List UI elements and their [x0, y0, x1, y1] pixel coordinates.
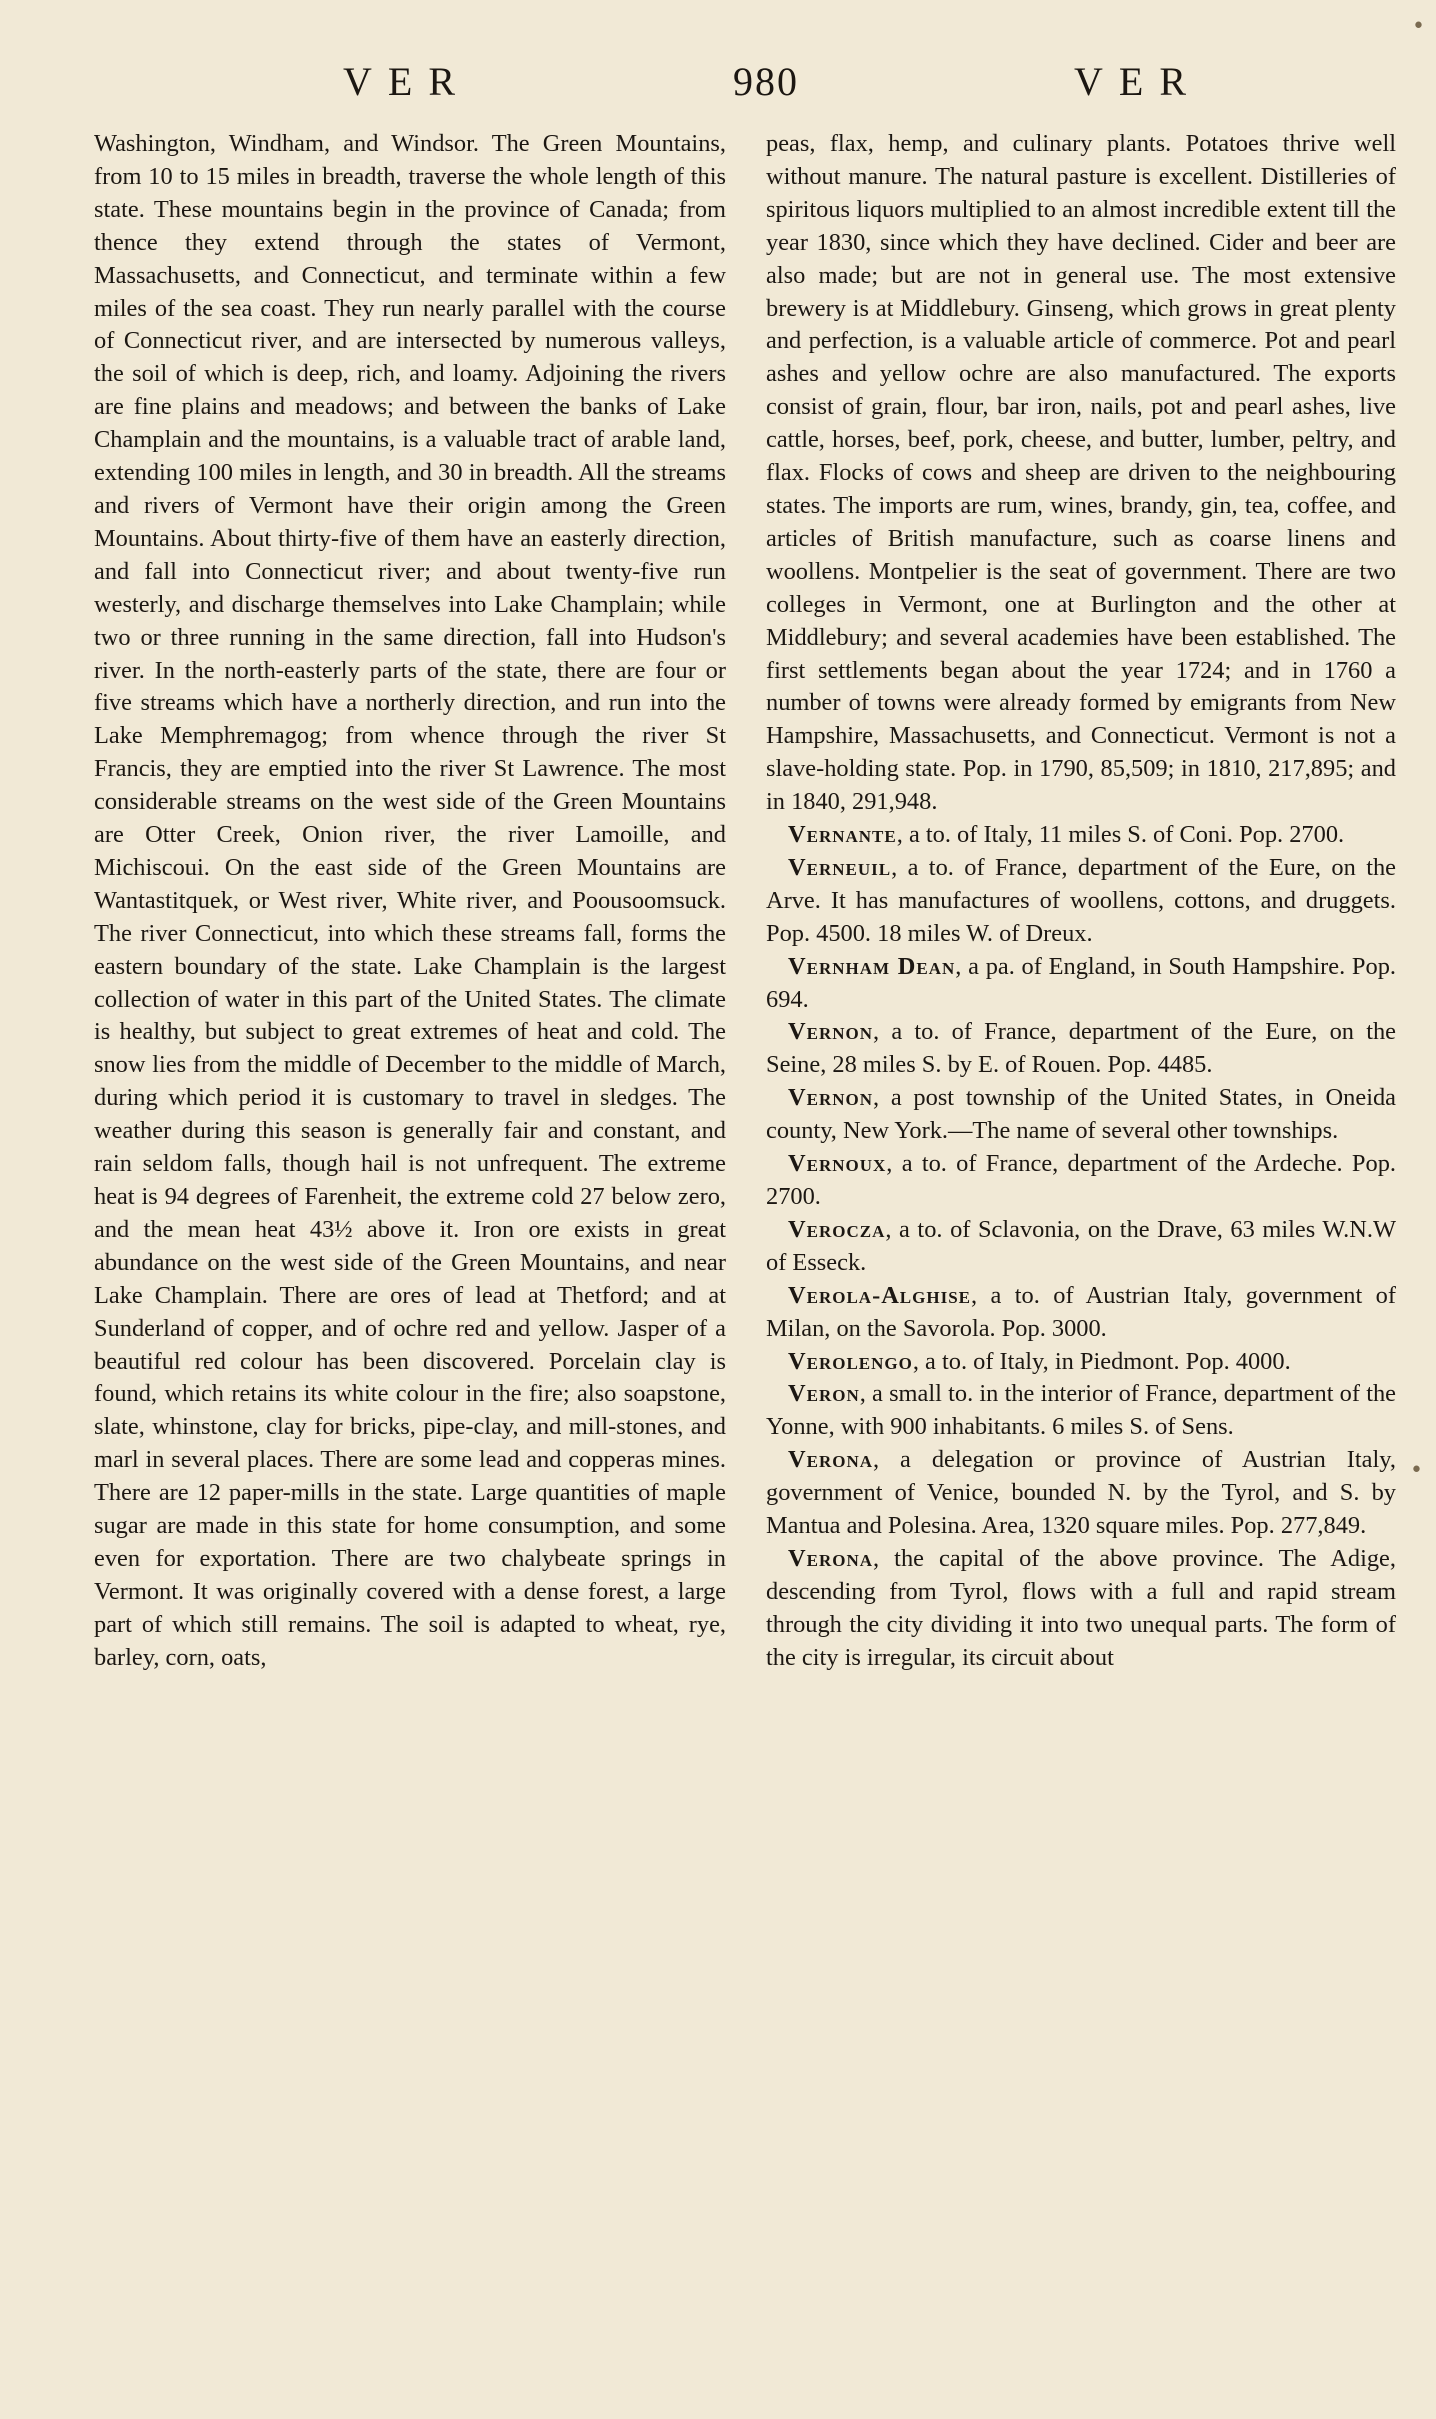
- running-header: [0, 58, 1436, 118]
- entry-headword: Veron: [788, 1380, 860, 1408]
- entry-headword: Verneuil: [788, 853, 892, 881]
- entry-text: , a post township of the United States, in Oneida county, New York.—The name of several other townships.: [766, 1084, 1396, 1145]
- vermont-entry-continued: Washington, Windham, and Windsor. The Green Mountains, from 10 to 15 miles in breadth, traverse the whole length of this state. These mountains begin in the province of Canada; from thence they extend through the states of Vermont, Massachusetts, and Connecticut, and terminate within a few miles of the sea coast. They run nearly parallel with the course of Connecticut river, and are intersected by numerous valleys, the soil of which is deep, rich, and loamy. Adjoining the rivers are fine plains and meadows; and between the banks of Lake Champlain and the mountains, is a valuable tract of arable land, extending 100 miles in length, and 30 in breadth. All the streams and rivers of Vermont have their origin among the Green Mountains. About thirty-five of them have an easterly direction, and fall into Connecticut river; and about twenty-five run westerly, and discharge themselves into Lake Champlain; while two or three running in the same direction, fall into Hudson's river. In the north-easterly parts of the state, there are four or five streams which have a northerly direction, and run into the Lake Memphremagog; from whence through the river St Francis, they are emptied into the river St Lawrence. The most considerable streams on the west side of the Green Mountains are Otter Creek, Onion river, the river Lamoille, and Michiscoui. On the east side of the Green Mountains are Wantastitquek, or West river, White river, and Poousoomsuck. The river Connecticut, into which these streams fall, forms the eastern boundary of the state. Lake Champlain is the largest collection of water in this part of the United States. The climate is healthy, but subject to great extremes of heat and cold. The snow lies from the middle of December to the middle of March, during which period it is customary to travel in sledges. The weather during this season is generally fair and constant, and rain seldom falls, though hail is not unfrequent. The extreme heat is 94 degrees of Farenheit, the extreme cold 27 below zero, and the mean heat 43½ above it. Iron ore exists in great abundance on the west side of the Green Mountains, and near Lake Champlain. There are ores of lead at Thetford; and at Sunderland of copper, and of ochre red and yellow. Jasper of a beautiful red colour has been discovered. Porcelain clay is found, which retains its white colour in the fire; also soapstone, slate, whinstone, clay for bricks, pipe-clay, and mill-stones, and marl in several places. There are some lead and copperas mines. There are 12 paper-mills in the state. Large quantities of maple sugar are made in this state for home consumption, and some even for exportation. There are two chalybeate springs in Vermont. It was originally covered with a dense forest, a large part of which still remains. The soil is adapted to wheat, rye, barley, corn, oats,: [94, 130, 726, 1671]
- gazetteer-entry: [766, 852, 1396, 951]
- gazetteer-entry: [766, 819, 1396, 852]
- entry-text: , a to. of Austrian Italy, government of Milan, on the Savorola. Pop. 3000.: [766, 1281, 1396, 1342]
- entry-headword: Verona: [788, 1446, 874, 1474]
- vermont-entry-continuation: peas, flax, hemp, and culinary plants. Potatoes thrive well without manure. The natural pasture is excellent. Distilleries of spiritous liquors multiplied to an almost incredible extent till the year 1830, since which they have declined. Cider and beer are also made; but are not in general use. The most extensive brewery is at Middlebury. Ginseng, which grows in great plenty and perfection, is a valuable article of commerce. Pot and pearl ashes and yellow ochre are also manufactured. The exports consist of grain, flour, bar iron, nails, pot and pearl ashes, live cattle, horses, beef, pork, cheese, and butter, lumber, peltry, and flax. Flocks of cows and sheep are driven to the neighbouring states. The imports are rum, wines, brandy, gin, tea, coffee, and articles of British manufacture, such as coarse linens and woollens. Montpelier is the seat of government. There are two colleges in Vermont, one at Burlington and the other at Middlebury; and several academies have been established. The first settlements began about the year 1724; and in 1760 a number of towns were already formed by emigrants from New Hampshire, Massachusetts, and Connecticut. Vermont is not a slave-holding state. Pop. in 1790, 85,509; in 1810, 217,895; and in 1840, 291,948.: [766, 130, 1396, 816]
- entry-text: , a to. of France, department of the Eure, on the Seine, 28 miles S. by E. of Rouen. Pop. 4485.: [766, 1018, 1396, 1079]
- right-column: [766, 128, 1396, 1675]
- gazetteer-entry: [766, 1148, 1396, 1214]
- entry-text: , a pa. of England, in South Hampshire. Pop. 694.: [766, 952, 1396, 1013]
- entry-headword: Verocza: [788, 1215, 886, 1243]
- gazetteer-entry: [766, 1280, 1396, 1346]
- entry-text: , a to. of Sclavonia, on the Drave, 63 miles W.N.W of Esseck.: [766, 1215, 1396, 1276]
- entry-text: , a to. of France, department of the Eure, on the Arve. It has manufactures of woollens, cottons, and druggets. Pop. 4500. 18 miles W. of Dreux.: [766, 853, 1396, 947]
- entry-text: , a small to. in the interior of France, department of the Yonne, with 900 inhabitants. 6 miles S. of Sens.: [766, 1380, 1396, 1441]
- gazetteer-entry: [766, 951, 1396, 1017]
- print-speck: •: [1412, 14, 1425, 39]
- gazetteer-entry: [766, 1214, 1396, 1280]
- entry-headword: Vernoux: [788, 1150, 887, 1178]
- entry-headword: Vernante: [788, 821, 897, 849]
- entry-headword: Vernon: [788, 1084, 874, 1112]
- header-left-catchword: VER: [343, 59, 471, 104]
- entry-text: , the capital of the above province. The Adige, descending from Tyrol, flows with a full and rapid stream through the city dividing it into two unequal parts. The form of the city is irregular, its circuit about: [766, 1544, 1396, 1671]
- entry-headword: Verona: [788, 1544, 874, 1572]
- gazetteer-entry: [766, 1082, 1396, 1148]
- entry-headword: Vernham Dean: [788, 952, 956, 980]
- gazetteer-entry: [766, 1016, 1396, 1082]
- gazetteer-entry: [766, 1378, 1396, 1444]
- entry-headword: Verolengo: [788, 1347, 913, 1375]
- entry-headword: Verola-Alghise: [788, 1281, 971, 1309]
- header-right-catchword: VER: [1074, 59, 1202, 104]
- entry-text: , a to. of Italy, in Piedmont. Pop. 4000.: [912, 1347, 1291, 1375]
- gazetteer-entry: [766, 1543, 1396, 1675]
- gazetteer-entry: [766, 1444, 1396, 1543]
- print-speck: •: [1410, 1458, 1423, 1483]
- entry-text: , a to. of Italy, 11 miles S. of Coni. Pop. 2700.: [896, 821, 1345, 849]
- entry-text: , a to. of France, department of the Ardeche. Pop. 2700.: [766, 1150, 1396, 1210]
- page-number: 980: [733, 59, 799, 104]
- entry-headword: Vernon: [788, 1018, 874, 1046]
- gazetteer-entry: [766, 1346, 1396, 1379]
- entry-text: , a delegation or province of Austrian Italy, government of Venice, bounded N. by the Tyrol, and S. by Mantua and Polesina. Area, 1320 square miles. Pop. 277,849.: [766, 1446, 1396, 1540]
- left-column: [94, 128, 726, 1675]
